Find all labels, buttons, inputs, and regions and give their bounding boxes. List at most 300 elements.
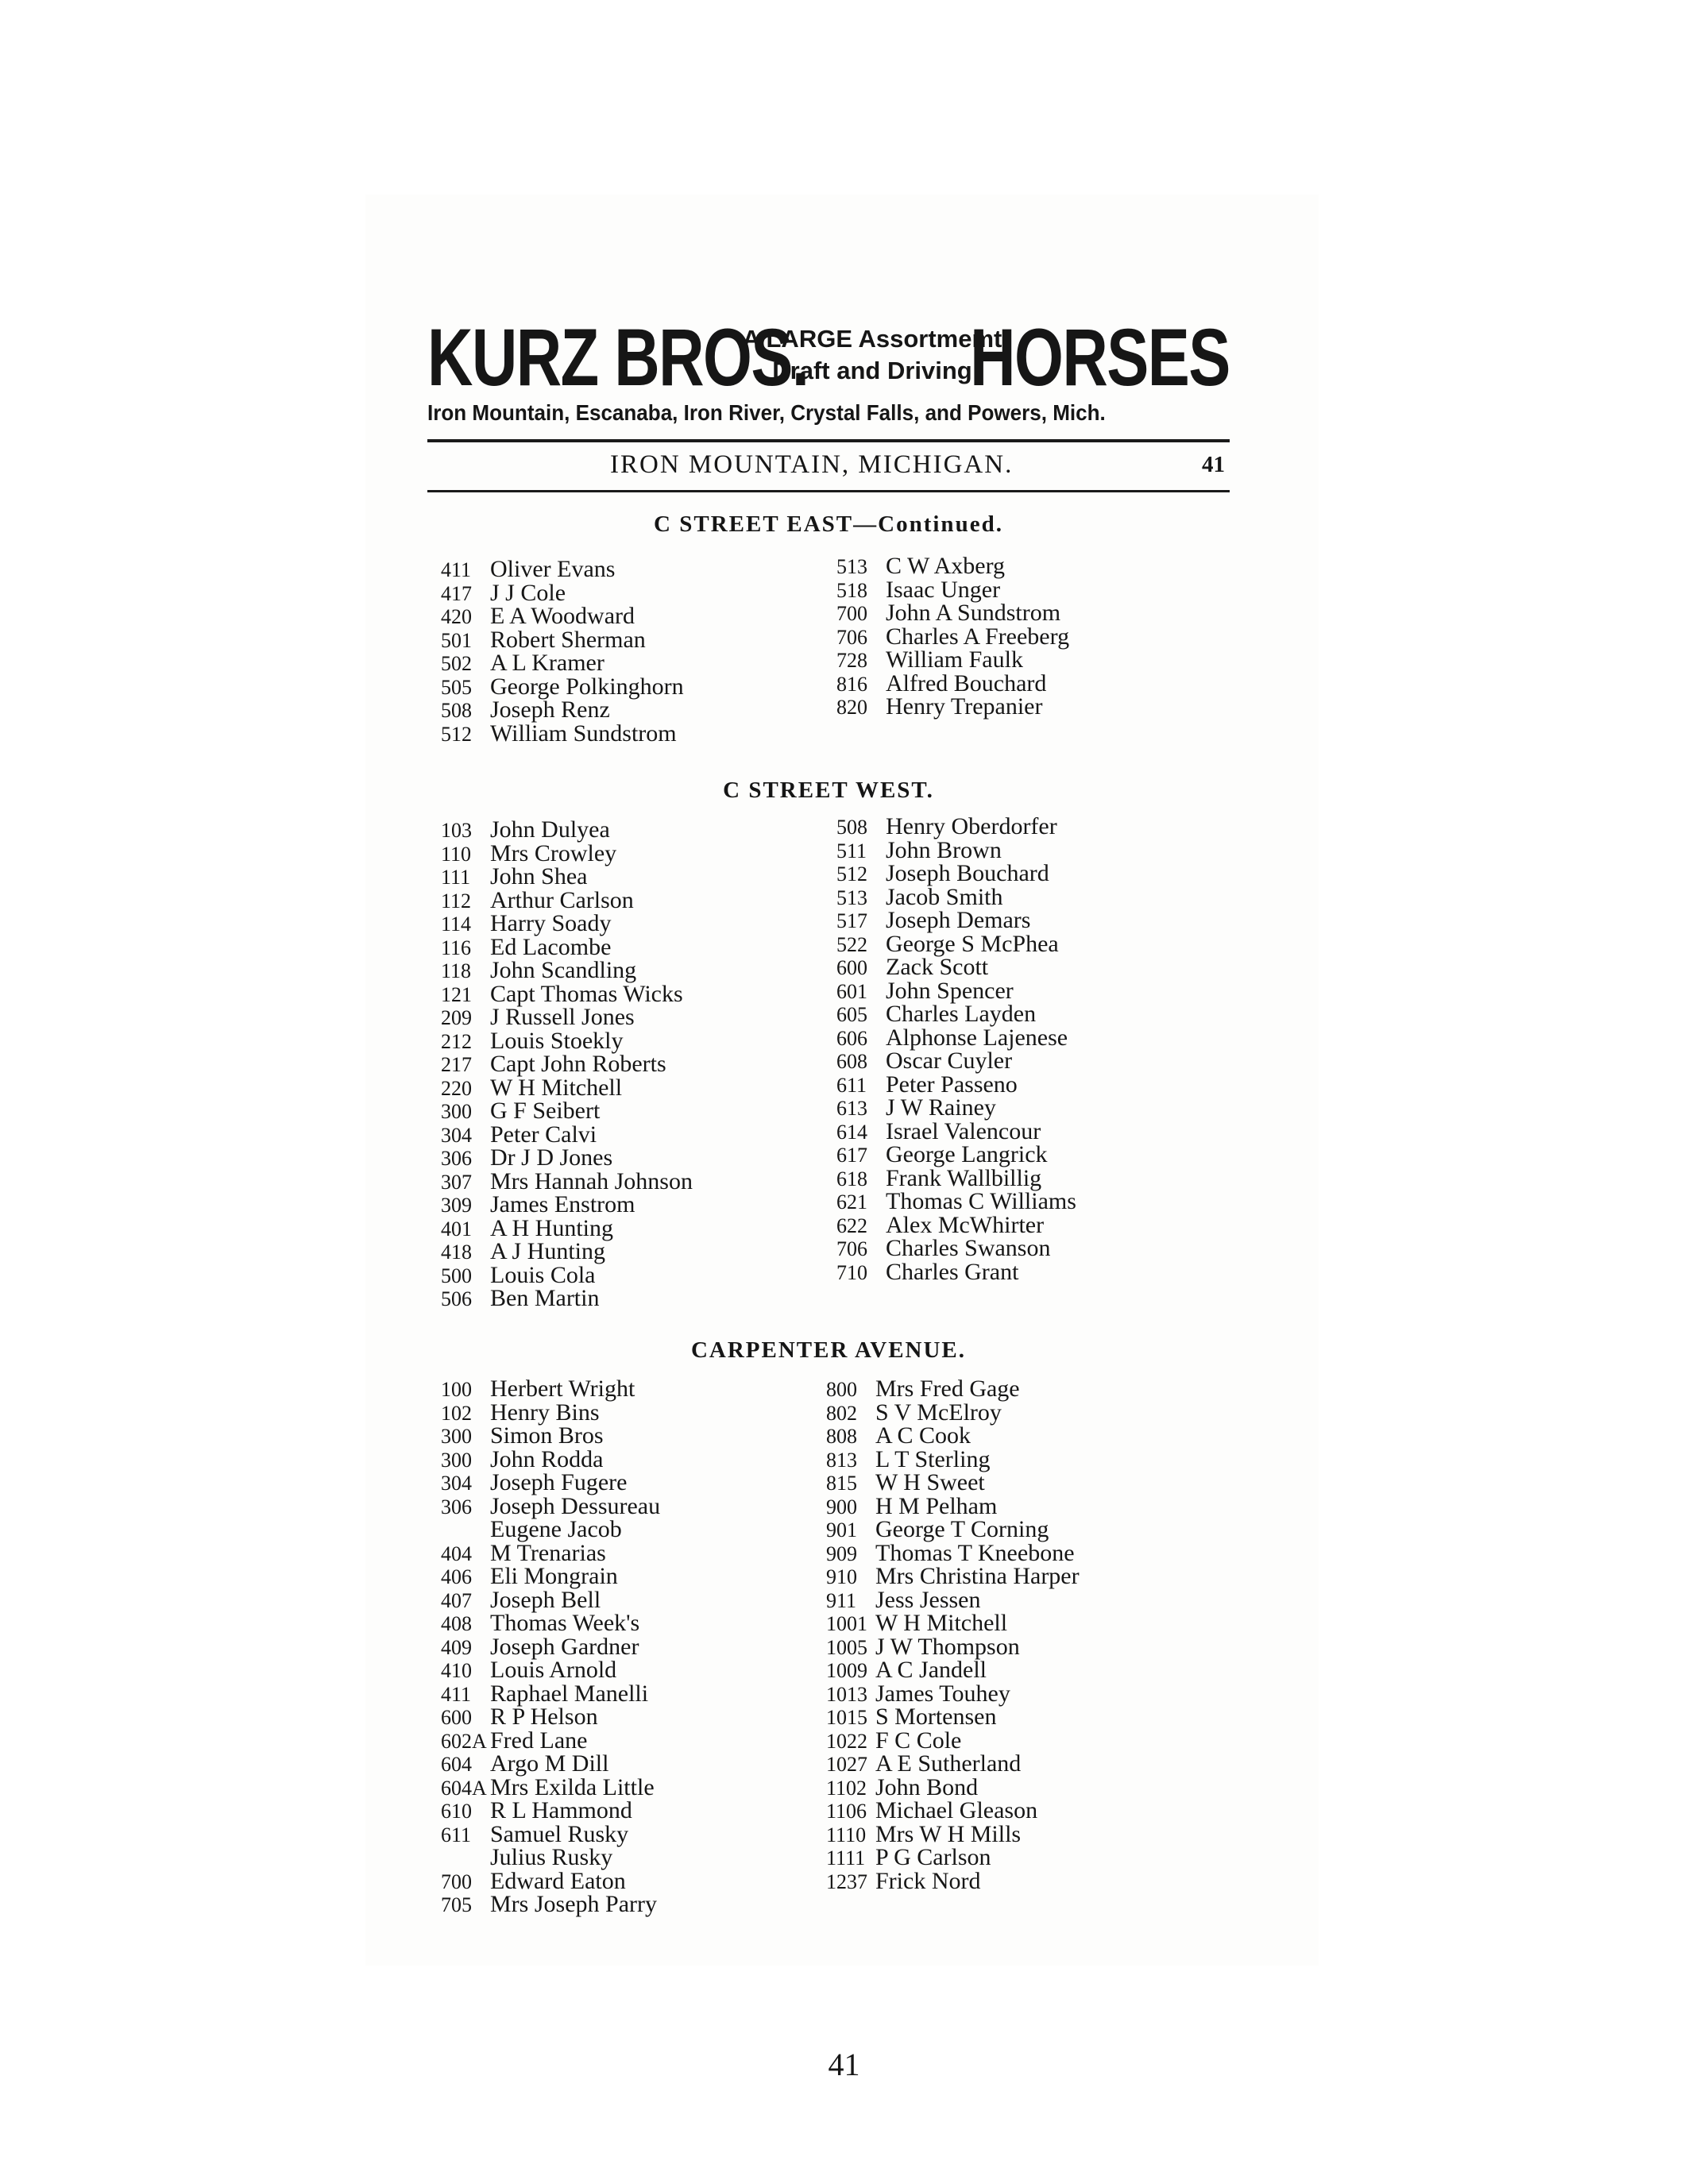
resident-name: John Shea	[490, 863, 588, 889]
resident-name: George Polkinghorn	[490, 673, 684, 700]
directory-entry	[441, 1752, 660, 1776]
house-number: 411	[441, 558, 472, 581]
directory-entry	[826, 1401, 1080, 1425]
directory-entry	[441, 558, 684, 581]
house-number: 800	[826, 1378, 857, 1401]
house-number: 418	[441, 1241, 472, 1264]
resident-name: Charles Layden	[886, 1001, 1037, 1027]
directory-entry	[826, 1773, 1080, 1800]
resident-name: John Spencer	[886, 977, 1014, 1004]
house-number: 306	[441, 1495, 472, 1518]
house-number: 406	[441, 1565, 472, 1588]
header-rule-top	[427, 439, 1230, 442]
house-number: 618	[836, 1167, 867, 1190]
resident-name: Thomas Week's	[490, 1610, 640, 1636]
house-number: 508	[441, 699, 472, 722]
resident-name: W H Sweet	[875, 1469, 985, 1495]
directory-entry	[441, 1146, 693, 1170]
directory-entry	[441, 1076, 693, 1100]
house-number: 517	[836, 909, 867, 932]
directory-entry	[441, 1287, 693, 1310]
house-number: 621	[836, 1190, 867, 1214]
directory-entry	[836, 836, 1076, 863]
directory-entry	[441, 1518, 660, 1542]
house-number: 1001	[826, 1612, 867, 1635]
resident-name: William Faulk	[886, 646, 1023, 673]
resident-name: John A Sundstrom	[886, 600, 1061, 626]
directory-entry	[826, 1492, 1080, 1519]
house-number: 100	[441, 1378, 472, 1401]
resident-name: Mrs Fred Gage	[875, 1376, 1020, 1402]
resident-name: Joseph Dessureau	[490, 1492, 661, 1519]
house-number: 605	[836, 1003, 867, 1026]
house-number: 518	[836, 578, 867, 602]
resident-name: Frank Wallbillig	[886, 1164, 1042, 1191]
resident-name: Mrs Exilda Little	[490, 1773, 655, 1800]
house-number: 401	[441, 1217, 472, 1241]
house-number: 410	[441, 1659, 472, 1682]
house-number: 705	[441, 1893, 472, 1916]
resident-name: Eugene Jacob	[490, 1516, 622, 1542]
resident-name: Michael Gleason	[875, 1797, 1038, 1823]
directory-entry	[836, 669, 1069, 696]
house-number: 220	[441, 1076, 472, 1100]
directory-entry	[826, 1539, 1080, 1566]
resident-name: Robert Sherman	[490, 626, 646, 653]
resident-name: H M Pelham	[875, 1492, 998, 1519]
resident-name: Samuel Rusky	[490, 1820, 629, 1847]
resident-name: J W Thompson	[875, 1633, 1020, 1660]
house-number: 1237	[826, 1870, 867, 1893]
directory-entry	[826, 1729, 1080, 1753]
directory-entry	[441, 1401, 660, 1425]
resident-name: C W Axberg	[886, 553, 1006, 579]
section-heading: C STREET EAST—Continued.	[654, 511, 1003, 537]
resident-name: Jacob Smith	[886, 883, 1003, 910]
house-number: 1015	[826, 1706, 867, 1729]
directory-entry	[836, 1164, 1076, 1191]
resident-name: Joseph Bouchard	[886, 860, 1049, 886]
house-number: 1111	[826, 1846, 866, 1870]
resident-name: A E Sutherland	[875, 1750, 1022, 1777]
directory-entry	[441, 1005, 693, 1029]
resident-name: Louis Arnold	[490, 1657, 617, 1683]
house-number: 304	[441, 1472, 472, 1495]
directory-entry	[441, 912, 693, 936]
house-number: 604A	[441, 1776, 487, 1800]
resident-name: John Brown	[886, 836, 1002, 863]
directory-entry	[836, 1237, 1076, 1260]
directory-column-left	[441, 1377, 660, 1916]
directory-entry	[836, 1117, 1076, 1144]
resident-name: Fred Lane	[490, 1727, 588, 1754]
resident-name: G F Seibert	[490, 1098, 601, 1124]
resident-name: Simon Bros	[490, 1422, 604, 1449]
house-number: 1106	[826, 1800, 867, 1823]
house-number: 617	[836, 1144, 867, 1167]
directory-entry	[836, 932, 1076, 956]
house-number: 512	[441, 722, 472, 746]
directory-entry	[441, 1539, 660, 1566]
resident-name: E A Woodward	[490, 603, 635, 629]
directory-entry	[836, 1026, 1076, 1050]
ad-brand: KURZ BROS.	[427, 312, 809, 403]
directory-entry	[441, 1682, 660, 1706]
directory-entry	[441, 1658, 660, 1682]
house-number: 602A	[441, 1729, 487, 1753]
directory-entry	[441, 1799, 660, 1823]
house-number: 502	[441, 652, 472, 675]
resident-name: Henry Trepanier	[886, 693, 1043, 720]
house-number: 306	[441, 1147, 472, 1170]
house-number: 300	[441, 1448, 472, 1472]
house-number: 512	[836, 862, 867, 886]
directory-entry	[441, 1846, 660, 1870]
house-number: 611	[441, 1823, 472, 1846]
resident-name: Joseph Gardner	[490, 1633, 639, 1660]
footer-page-number: 41	[828, 2047, 860, 2082]
ad-tagline	[741, 323, 1003, 387]
house-number: 600	[836, 956, 867, 979]
resident-name: George Langrick	[886, 1141, 1048, 1167]
section-heading: C STREET WEST.	[723, 778, 934, 803]
directory-entry	[836, 554, 1069, 578]
resident-name: R L Hammond	[490, 1797, 632, 1823]
resident-name: Louis Stoekly	[490, 1027, 624, 1054]
house-number: 114	[441, 913, 472, 936]
house-number: 1022	[826, 1729, 867, 1753]
resident-name: Julius Rusky	[490, 1844, 613, 1870]
resident-name: Louis Cola	[490, 1261, 596, 1288]
house-number: 613	[836, 1097, 867, 1120]
house-number: 614	[836, 1120, 867, 1144]
directory-entry	[836, 1002, 1076, 1026]
directory-entry	[441, 1705, 660, 1729]
directory-entry	[441, 698, 684, 722]
resident-name: Israel Valencour	[886, 1117, 1041, 1144]
house-number: 610	[441, 1800, 472, 1823]
running-header-page-number: 41	[1202, 452, 1225, 477]
house-number: 808	[826, 1425, 857, 1448]
directory-entry	[836, 883, 1076, 910]
running-header-title: IRON MOUNTAIN, MICHIGAN.	[610, 450, 1014, 479]
directory-entry	[826, 1867, 1080, 1894]
house-number: 513	[836, 555, 867, 578]
house-number: 209	[441, 1006, 472, 1029]
house-number: 820	[836, 696, 867, 719]
resident-name: R P Helson	[490, 1704, 598, 1730]
resident-name: Herbert Wright	[490, 1376, 635, 1402]
directory-entry	[836, 1260, 1076, 1284]
resident-name: A C Jandell	[875, 1657, 987, 1683]
directory-entry	[441, 722, 684, 746]
resident-name: Edward Eaton	[490, 1867, 626, 1894]
resident-name: F C Cole	[875, 1727, 962, 1754]
directory-entry	[826, 1820, 1080, 1847]
directory-entry	[441, 933, 693, 960]
house-number: 501	[441, 628, 472, 652]
house-number: 409	[441, 1635, 472, 1659]
house-number: 901	[826, 1518, 857, 1542]
resident-name: Dr J D Jones	[490, 1144, 613, 1171]
directory-entry	[836, 1073, 1076, 1097]
resident-name: J W Rainey	[886, 1094, 996, 1121]
directory-entry	[836, 909, 1076, 932]
house-number: 813	[826, 1448, 857, 1472]
resident-name: Mrs Crowley	[490, 839, 617, 866]
resident-name: Raphael Manelli	[490, 1680, 649, 1707]
resident-name: Joseph Bell	[490, 1586, 601, 1613]
directory-entry	[441, 1099, 693, 1123]
directory-entry	[441, 1867, 660, 1894]
directory-entry	[826, 1611, 1080, 1635]
resident-name: John Dulyea	[490, 816, 610, 843]
directory-entry	[836, 625, 1069, 649]
ad-product: HORSES	[970, 312, 1230, 403]
directory-entry	[441, 886, 693, 913]
resident-name: John Bond	[875, 1773, 979, 1800]
resident-name: Alfred Bouchard	[886, 669, 1047, 696]
directory-entry	[836, 648, 1069, 672]
resident-name: Thomas C Williams	[886, 1188, 1076, 1214]
house-number: 710	[836, 1260, 867, 1284]
resident-name: Joseph Fugere	[490, 1469, 628, 1495]
house-number: 304	[441, 1123, 472, 1147]
advertisement-banner	[427, 314, 1230, 409]
house-number: 700	[836, 602, 867, 625]
house-number: 910	[826, 1565, 857, 1588]
directory-entry	[826, 1752, 1080, 1776]
resident-name: William Sundstrom	[490, 720, 677, 747]
directory-entry	[826, 1705, 1080, 1729]
resident-name: Joseph Demars	[886, 907, 1031, 933]
house-number: 522	[836, 932, 867, 956]
header-rule-bottom	[427, 490, 1230, 492]
directory-entry	[441, 1214, 693, 1241]
directory-entry	[441, 1565, 660, 1588]
resident-name: A H Hunting	[490, 1214, 614, 1241]
resident-name: Argo M Dill	[490, 1750, 609, 1777]
directory-entry	[836, 1096, 1076, 1120]
directory-entry	[441, 1261, 693, 1288]
resident-name: J J Cole	[490, 579, 566, 606]
house-number: 110	[441, 842, 472, 866]
resident-name: Isaac Unger	[886, 576, 1001, 603]
directory-entry	[441, 1893, 660, 1916]
directory-entry	[836, 955, 1076, 979]
resident-name: Ben Martin	[490, 1285, 600, 1311]
resident-name: Henry Bins	[490, 1399, 600, 1426]
house-number: 1009	[826, 1659, 867, 1682]
resident-name: A J Hunting	[490, 1238, 606, 1264]
directory-entry	[441, 1611, 660, 1635]
house-number: 608	[836, 1050, 867, 1073]
house-number: 706	[836, 1237, 867, 1260]
directory-entry	[836, 815, 1076, 839]
house-number: 1027	[826, 1753, 867, 1776]
resident-name: Charles Grant	[886, 1258, 1019, 1285]
house-number: 112	[441, 889, 472, 913]
house-number: 728	[836, 649, 867, 672]
house-number: 802	[826, 1401, 857, 1425]
resident-name: Joseph Renz	[490, 696, 610, 723]
house-number: 309	[441, 1194, 472, 1217]
directory-entry	[836, 1143, 1076, 1167]
resident-name: Mrs Joseph Parry	[490, 1891, 657, 1917]
house-number: 500	[441, 1264, 472, 1287]
directory-entry	[441, 581, 684, 605]
resident-name: Oscar Cuyler	[886, 1048, 1013, 1074]
directory-entry	[441, 1123, 693, 1147]
resident-name: Thomas T Kneebone	[875, 1539, 1075, 1566]
directory-entry	[826, 1424, 1080, 1448]
house-number: 600	[441, 1706, 472, 1729]
resident-name: J Russell Jones	[490, 1004, 635, 1030]
directory-entry	[441, 604, 684, 628]
directory-entry	[441, 1492, 661, 1519]
resident-name: Mrs Hannah Johnson	[490, 1167, 693, 1194]
ad-tagline-line2: Draft and Driving	[772, 357, 972, 384]
directory-entry	[441, 675, 684, 699]
house-number: 417	[441, 581, 472, 605]
house-number: 408	[441, 1612, 472, 1635]
resident-name: Jess Jessen	[875, 1586, 981, 1613]
resident-name: Capt John Roberts	[490, 1051, 666, 1077]
directory-entry	[441, 1424, 660, 1448]
resident-name: S V McElroy	[875, 1399, 1002, 1426]
directory-entry	[441, 1167, 693, 1194]
directory-entry	[826, 1799, 1080, 1823]
directory-entry	[441, 959, 693, 982]
house-number: 411	[441, 1682, 472, 1706]
resident-name: Charles Swanson	[886, 1235, 1051, 1261]
house-number: 909	[826, 1542, 857, 1565]
house-number: 103	[441, 819, 472, 842]
directory-entry	[441, 1029, 693, 1053]
directory-entry	[826, 1635, 1080, 1659]
directory-entry	[836, 601, 1069, 625]
resident-name: James Touhey	[875, 1680, 1010, 1707]
directory-entry	[826, 1377, 1080, 1401]
house-number: 706	[836, 625, 867, 649]
house-number: 116	[441, 936, 472, 959]
resident-name: Mrs W H Mills	[875, 1820, 1022, 1847]
directory-entry	[441, 1193, 693, 1217]
directory-entry	[441, 1052, 693, 1076]
directory-entry	[441, 1377, 660, 1401]
resident-name: George S McPhea	[886, 930, 1059, 957]
house-number: 1013	[826, 1682, 867, 1706]
resident-name: A C Cook	[875, 1422, 971, 1449]
house-number: 420	[441, 605, 472, 628]
house-number: 506	[441, 1287, 472, 1310]
directory-entry	[826, 1846, 1080, 1870]
directory-entry	[836, 1211, 1076, 1238]
directory-entry	[826, 1588, 1080, 1612]
directory-column-right	[836, 554, 1069, 719]
resident-name: Alphonse Lajenese	[886, 1024, 1068, 1051]
directory-column-right	[836, 815, 1076, 1283]
house-number: 911	[826, 1588, 857, 1612]
resident-name: Harry Soady	[490, 910, 612, 936]
directory-entry	[441, 1820, 660, 1847]
resident-name: Charles A Freeberg	[886, 623, 1070, 650]
resident-name: S Mortensen	[875, 1704, 997, 1730]
directory-entry	[441, 1729, 660, 1753]
house-number: 513	[836, 886, 867, 909]
resident-name: W H Mitchell	[875, 1610, 1008, 1636]
resident-name: Ed Lacombe	[490, 933, 612, 960]
resident-name: Peter Calvi	[490, 1121, 597, 1148]
resident-name: Peter Passeno	[886, 1071, 1018, 1098]
resident-name: W H Mitchell	[490, 1074, 623, 1101]
directory-entry	[836, 979, 1076, 1003]
house-number: 611	[836, 1073, 867, 1097]
directory-entry	[441, 1635, 660, 1659]
house-number: 508	[836, 816, 867, 839]
section-heading: CARPENTER AVENUE.	[690, 1337, 967, 1363]
directory-entry	[441, 982, 693, 1006]
directory-entry	[441, 818, 693, 842]
ad-locations: Iron Mountain, Escanaba, Iron River, Crystal Falls, and Powers, Mich.	[427, 400, 1106, 425]
house-number: 102	[441, 1401, 472, 1425]
resident-name: Eli Mongrain	[490, 1563, 618, 1589]
directory-entry	[441, 1471, 660, 1495]
directory-column-left	[441, 818, 693, 1310]
house-number: 307	[441, 1170, 472, 1194]
house-number: 111	[441, 866, 471, 889]
house-number: 511	[836, 839, 867, 862]
resident-name: A L Kramer	[490, 650, 605, 676]
resident-name: Frick Nord	[875, 1867, 981, 1894]
directory-column-right	[826, 1377, 1080, 1893]
house-number: 604	[441, 1753, 472, 1776]
directory-entry	[836, 578, 1069, 602]
house-number: 1102	[826, 1776, 867, 1800]
resident-name: Zack Scott	[886, 954, 989, 980]
house-number: 900	[826, 1495, 857, 1518]
house-number: 700	[441, 1870, 472, 1893]
house-number: 407	[441, 1588, 472, 1612]
house-number: 601	[836, 979, 867, 1003]
directory-entry	[836, 695, 1069, 719]
resident-name: John Rodda	[490, 1445, 604, 1472]
directory-entry	[441, 651, 684, 675]
house-number: 622	[836, 1214, 867, 1237]
house-number: 212	[441, 1029, 472, 1053]
resident-name: James Enstrom	[490, 1191, 635, 1217]
house-number: 505	[441, 675, 472, 699]
directory-entry	[441, 1773, 660, 1800]
directory-entry	[441, 1240, 693, 1264]
directory-column-left	[441, 558, 684, 745]
house-number: 606	[836, 1026, 867, 1050]
house-number: 300	[441, 1425, 472, 1448]
resident-name: L T Sterling	[875, 1445, 991, 1472]
house-number: 300	[441, 1100, 472, 1123]
directory-entry	[826, 1471, 1080, 1495]
house-number: 118	[441, 959, 472, 982]
house-number: 1005	[826, 1635, 867, 1659]
house-number: 816	[836, 672, 867, 696]
resident-name: Henry Oberdorfer	[886, 813, 1057, 839]
house-number: 217	[441, 1053, 472, 1076]
directory-entry	[441, 865, 693, 889]
directory-entry	[836, 1049, 1076, 1073]
resident-name: P G Carlson	[875, 1844, 991, 1870]
directory-entry	[826, 1565, 1080, 1588]
directory-entry	[826, 1445, 1080, 1472]
